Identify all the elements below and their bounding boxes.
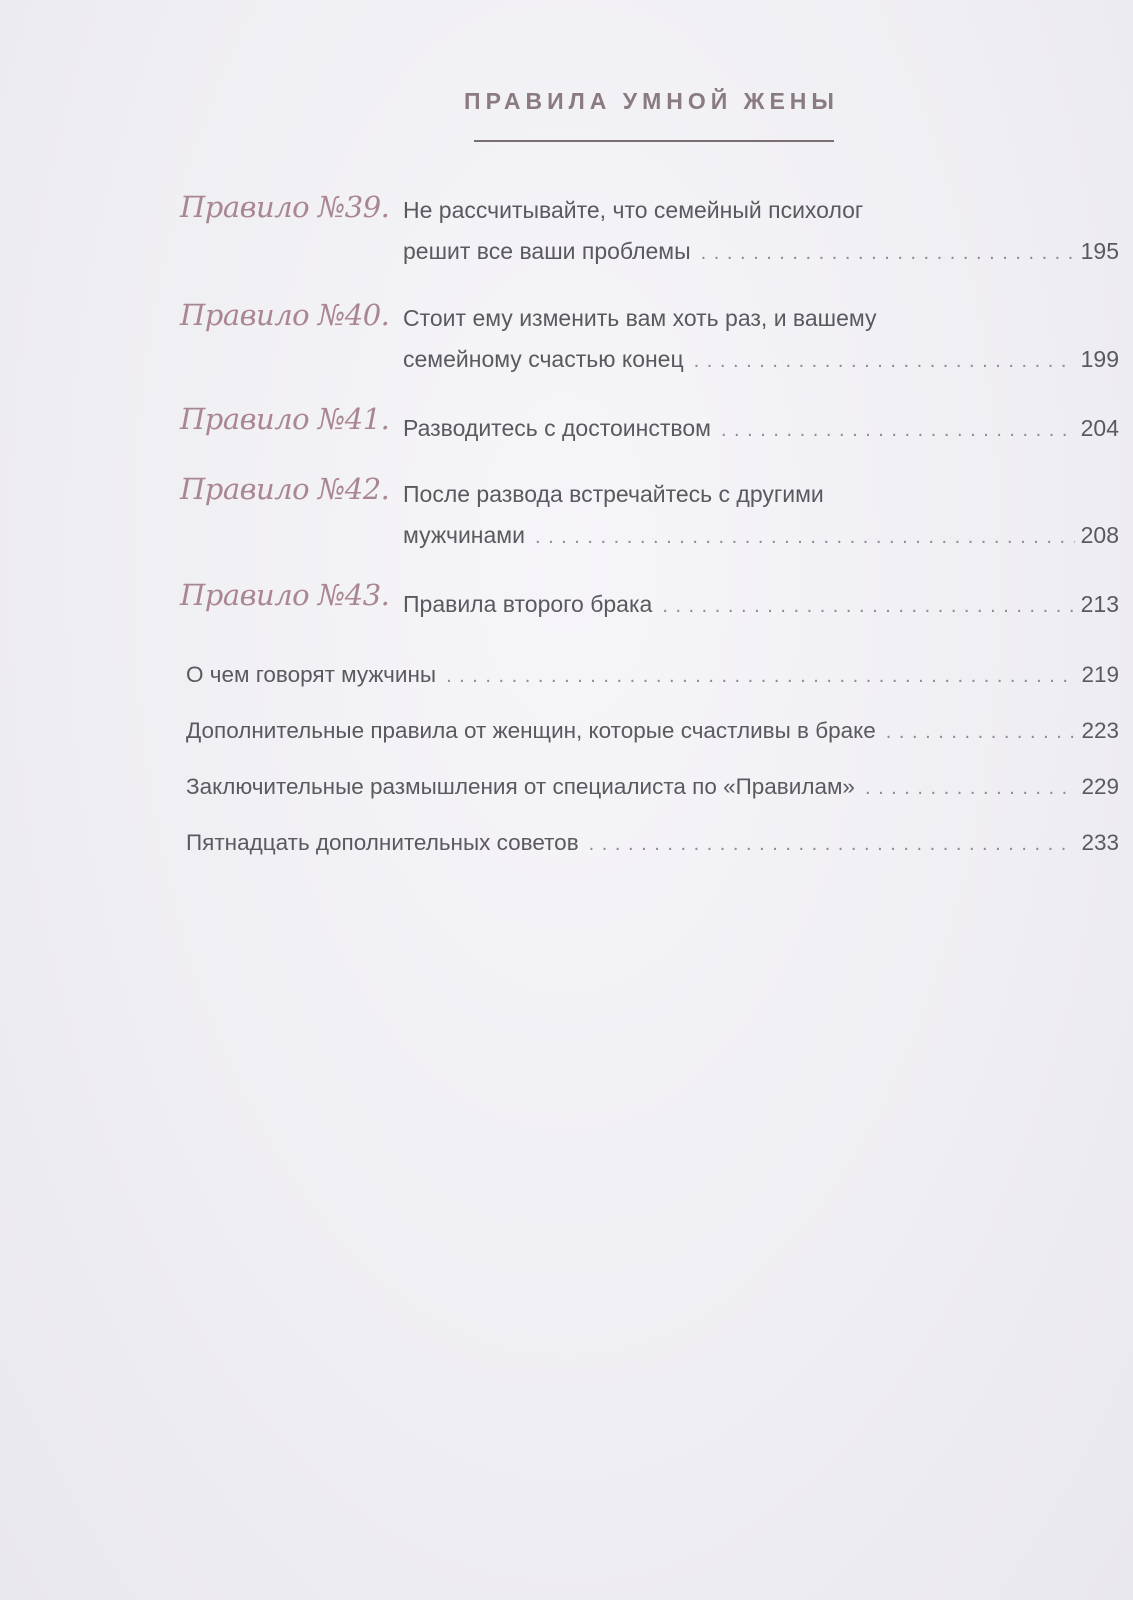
header-underline [474,140,834,142]
rule-entry-text [403,474,1119,558]
dot-leader [721,410,1075,451]
page-number: 233 [1081,830,1119,855]
page-number: 204 [1080,415,1119,441]
toc-section-entry [186,662,1119,688]
section-title: Пятнадцать дополнительных советов [186,830,579,855]
dot-leader [446,665,1075,688]
rule-number-label: Правило №39. [180,190,390,224]
rule-title-line: Не рассчитывайте, что семейный психолог [403,197,864,223]
running-header [0,88,1133,115]
rule-title-line: семейному счастью конец [403,346,684,372]
dot-leader [865,777,1076,800]
dot-leader [701,233,1075,274]
rule-title-line: Разводитесь с достоинством [403,415,711,441]
toc-section-entry [186,774,1119,800]
section-title: О чем говорят мужчины [186,662,437,687]
rule-title-line: решит все ваши проблемы [403,238,691,264]
page-number: 223 [1081,718,1119,743]
section-title: Заключительные размышления от специалиста по «Правилам» [186,774,855,799]
section-title: Дополнительные правила от женщин, которые счастливы в браке [186,718,876,743]
page-number: 213 [1080,591,1119,617]
page-number: 219 [1081,662,1119,687]
rule-entry-text [403,190,1119,274]
page-number: 208 [1080,522,1119,548]
dot-leader [694,341,1075,382]
rule-title-line: Правила второго брака [403,591,653,617]
dot-leader [535,517,1075,558]
rule-number-label: Правило №41. [180,402,390,436]
page-number: 195 [1080,238,1119,264]
dot-leader [589,833,1076,856]
rule-entry-text [403,584,1119,627]
dot-leader [886,721,1076,744]
rule-number-label: Правило №40. [180,298,390,332]
rule-entry-text [403,298,1119,382]
toc-section-entry [186,830,1119,856]
dot-leader [662,586,1074,627]
rule-title-line: мужчинами [403,522,525,548]
page-number: 229 [1081,774,1119,799]
rule-title-line: После развода встречайтесь с другими [403,481,824,507]
rule-entry-text [403,408,1119,451]
rule-title-line: Стоит ему изменить вам хоть раз, и вашему [403,305,877,331]
running-header-title: ПРАВИЛА УМНОЙ ЖЕНЫ [464,88,839,114]
toc-section-entry [186,718,1119,744]
rule-number-label: Правило №43. [180,578,390,612]
page-number: 199 [1080,346,1119,372]
rule-number-label: Правило №42. [180,472,390,506]
